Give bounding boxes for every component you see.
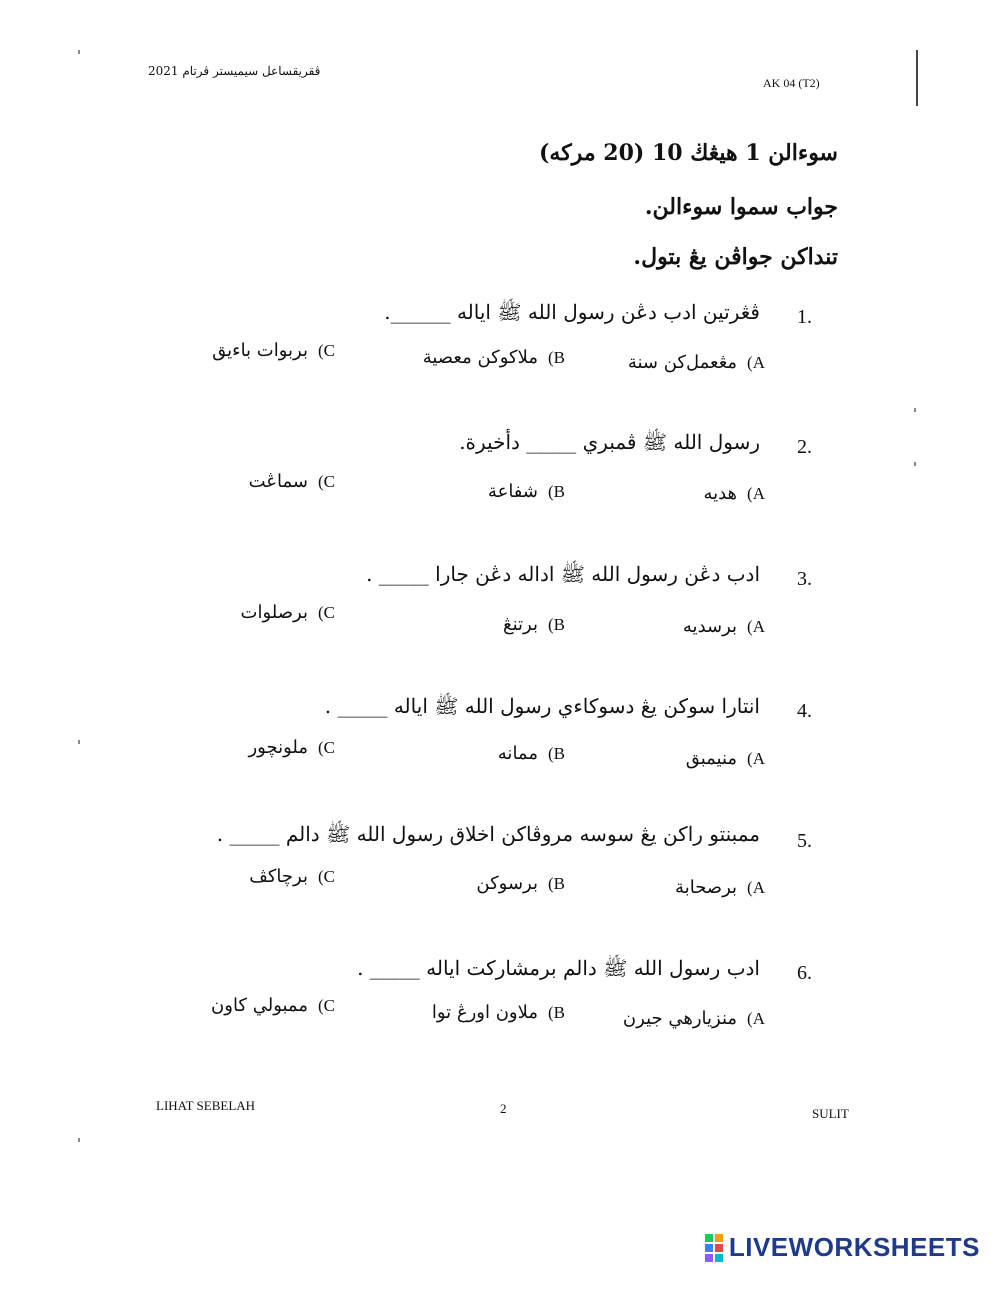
scan-speck — [914, 408, 916, 412]
instruction-line-2: جواب سموا سوءالن. — [644, 194, 838, 220]
footer-page-number: 2 — [500, 1101, 507, 1116]
header-left-text: ڤقريقساعل سيميستر ڤرتام 2021 — [148, 64, 321, 78]
option-letter: A) — [747, 878, 765, 897]
question-3-option-a[interactable] — [683, 616, 765, 637]
instruction-line-3: تنداكن جواڤن يڠ بتول. — [633, 244, 838, 270]
question-2-option-a[interactable] — [703, 483, 765, 504]
question-4-option-c[interactable] — [248, 737, 335, 758]
question-5-number: 5. — [797, 830, 812, 852]
option-text: شفاعة — [487, 481, 538, 502]
option-letter: B) — [547, 348, 565, 367]
option-text: برچاكڤ — [249, 866, 308, 887]
question-1-text: ڤڠرتين ادب دڠن رسول الله ﷺ اياله ______. — [384, 300, 760, 324]
scan-speck — [78, 740, 80, 744]
logo-blocks-icon — [705, 1234, 723, 1262]
option-letter: A) — [747, 353, 765, 372]
option-text: ممبولي كاون — [211, 995, 308, 1016]
instruction-line-1: سوءالن 1 هيڠڬ 10 (20 مركه) — [539, 140, 838, 166]
question-4-option-a[interactable] — [686, 748, 765, 769]
option-letter: C) — [317, 738, 335, 757]
option-letter: B) — [547, 744, 565, 763]
question-2-option-b[interactable] — [488, 481, 565, 502]
logo-text: LIVEWORKSHEETS — [728, 1232, 980, 1262]
question-3-option-b[interactable] — [503, 614, 565, 635]
option-text: منيمبق — [685, 748, 738, 769]
option-letter: B) — [547, 874, 565, 893]
question-2-text: رسول الله ﷺ ڤمبري _____ دأخيرة. — [459, 430, 760, 454]
question-4-number: 4. — [797, 700, 812, 722]
option-text: ملاون اورڠ توا — [431, 1002, 538, 1023]
footer-left: LIHAT SEBELAH — [156, 1098, 256, 1113]
liveworksheets-logo — [705, 1232, 980, 1263]
question-5-option-c[interactable] — [249, 866, 335, 887]
option-letter: C) — [317, 341, 335, 360]
question-1-option-b[interactable] — [423, 347, 565, 368]
option-text: برسوكن — [476, 873, 538, 894]
question-5-text: ممبنتو راكن يڠ سوسه مروڤاكن اخلاق رسول الله ﷺ دالم _____ . — [216, 822, 760, 846]
question-1-option-c[interactable] — [212, 340, 335, 361]
question-6-option-b[interactable] — [432, 1002, 565, 1023]
option-text: سماڠت — [248, 471, 308, 492]
option-text: منزيارهي جيرن — [622, 1008, 738, 1029]
question-6-option-a[interactable] — [623, 1008, 765, 1029]
question-2-number: 2. — [797, 436, 812, 458]
option-letter: C) — [317, 472, 335, 491]
question-6-number: 6. — [797, 962, 812, 984]
option-text: بربوات باءيق — [212, 340, 308, 361]
option-text: برصلوات — [240, 602, 308, 623]
option-letter: A) — [747, 1009, 765, 1028]
option-letter: C) — [317, 996, 335, 1015]
question-3-number: 3. — [797, 568, 812, 590]
option-text: هديه — [703, 483, 738, 504]
question-5-option-b[interactable] — [476, 873, 565, 894]
option-text: مڠعمل‌كن سنة — [627, 352, 738, 373]
scan-speck — [78, 50, 80, 54]
margin-rule — [916, 50, 918, 106]
option-letter: A) — [747, 617, 765, 636]
option-letter: B) — [547, 482, 565, 501]
question-3-option-c[interactable] — [241, 602, 335, 623]
header-right-code: AK 04 (T2) — [763, 76, 820, 90]
question-4-option-b[interactable] — [498, 743, 565, 764]
option-letter: B) — [547, 1003, 565, 1022]
option-letter: B) — [547, 615, 565, 634]
option-letter: A) — [747, 749, 765, 768]
option-text: ملونچور — [248, 737, 308, 758]
question-1-option-a[interactable] — [628, 352, 765, 373]
question-5-option-a[interactable] — [675, 877, 765, 898]
question-4-text: انتارا سوكن يڠ دسوكاءي رسول الله ﷺ اياله _____ . — [324, 694, 760, 718]
scan-speck — [78, 1138, 80, 1142]
option-text: برسديه — [682, 616, 738, 637]
question-6-text: ادب رسول الله ﷺ دالم برمشاركت اياله _____ . — [357, 956, 760, 980]
option-letter: C) — [317, 867, 335, 886]
footer-right: SULIT — [812, 1106, 849, 1121]
option-text: برتنڠ — [503, 614, 538, 635]
question-3-text: ادب دڠن رسول الله ﷺ اداله دڠن جارا _____ . — [366, 562, 760, 586]
question-2-option-c[interactable] — [249, 471, 335, 492]
option-letter: A) — [747, 484, 765, 503]
scan-speck — [914, 462, 916, 466]
question-1-number: 1. — [797, 306, 812, 328]
option-text: ملاكوكن معصية — [422, 347, 538, 368]
option-letter: C) — [317, 603, 335, 622]
option-text: ممانه — [497, 743, 538, 764]
option-text: برصحابة — [675, 877, 738, 898]
question-6-option-c[interactable] — [211, 995, 335, 1016]
